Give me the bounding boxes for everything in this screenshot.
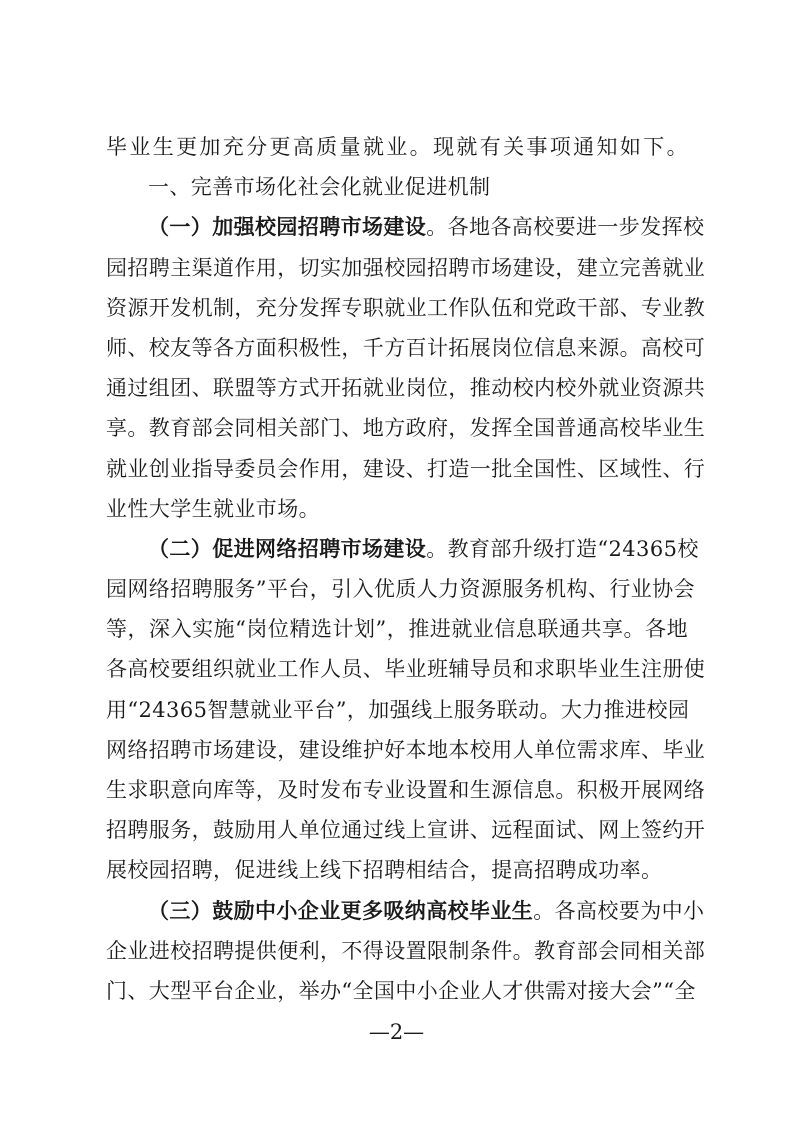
paragraph-text: 。各地各高校要进一步发挥校 [426,215,705,240]
subsection-heading: （三）鼓励中小企业更多吸纳高校毕业生 [148,898,534,923]
subsection-heading: （二）促进网络招聘市场建设 [148,536,427,561]
paragraph-line: 就业创业指导委员会作用，建设、打造一批全国性、区域性、行 [106,456,706,481]
paragraph-line [106,529,699,569]
paragraph-line: 师、校友等各方面积极性，千方百计拓展岗位信息来源。高校可 [106,335,706,360]
paragraph-line: 园招聘主渠道作用，切实加强校园招聘市场建设，建立完善就业 [106,255,706,280]
paragraph-line: 展校园招聘，促进线上线下招聘相结合，提高招聘成功率。 [106,858,663,883]
paragraph-text: 。各高校要为中小 [533,898,705,923]
paragraph-line: 享。教育部会同相关部门、地方政府，发挥全国普通高校毕业生 [106,416,706,441]
paragraph-line: 门、大型平台企业，举办“全国中小企业人才供需对接大会”“全 [106,978,696,1003]
paragraph-line: 招聘服务，鼓励用人单位通过线上宣讲、远程面试、网上签约开 [106,818,706,843]
page-number: —2— [368,1020,425,1044]
paragraph-line: 业性大学生就业市场。 [106,496,320,521]
paragraph-line [106,207,705,247]
paragraph-line: 资源开发机制，充分发挥专职就业工作队伍和党政干部、专业教 [106,295,706,320]
section-heading: 一、完善市场化社会化就业促进机制 [148,175,491,200]
paragraph-line: 企业进校招聘提供便利，不得设置限制条件。教育部会同相关部 [106,938,706,963]
paragraph-line: 网络招聘市场建设，建设维护好本地本校用人单位需求库、毕业 [106,737,706,762]
paragraph-line: 园网络招聘服务”平台，引入优质人力资源服务机构、行业协会 [106,577,695,602]
paragraph-line: 通过组团、联盟等方式开拓就业岗位，推动校内校外就业资源共 [106,376,706,401]
paragraph-line: 用“24365智慧就业平台”，加强线上服务联动。大力推进校园 [106,697,690,722]
paragraph-text: 。教育部升级打造“24365校 [426,536,699,561]
paragraph-line: 各高校要组织就业工作人员、毕业班辅导员和求职毕业生注册使 [106,657,706,682]
paragraph-line [106,891,705,931]
paragraph-line: 生求职意向库等，及时发布专业设置和生源信息。积极开展网络 [106,778,706,802]
subsection-heading: （一）加强校园招聘市场建设 [148,215,427,240]
document-body [106,127,706,1011]
paragraph-line: 等，深入实施“岗位精选计划”，推进就业信息联通共享。各地 [106,617,688,642]
paragraph-line: 毕业生更加充分更高质量就业。现就有关事项通知如下。 [106,135,688,159]
